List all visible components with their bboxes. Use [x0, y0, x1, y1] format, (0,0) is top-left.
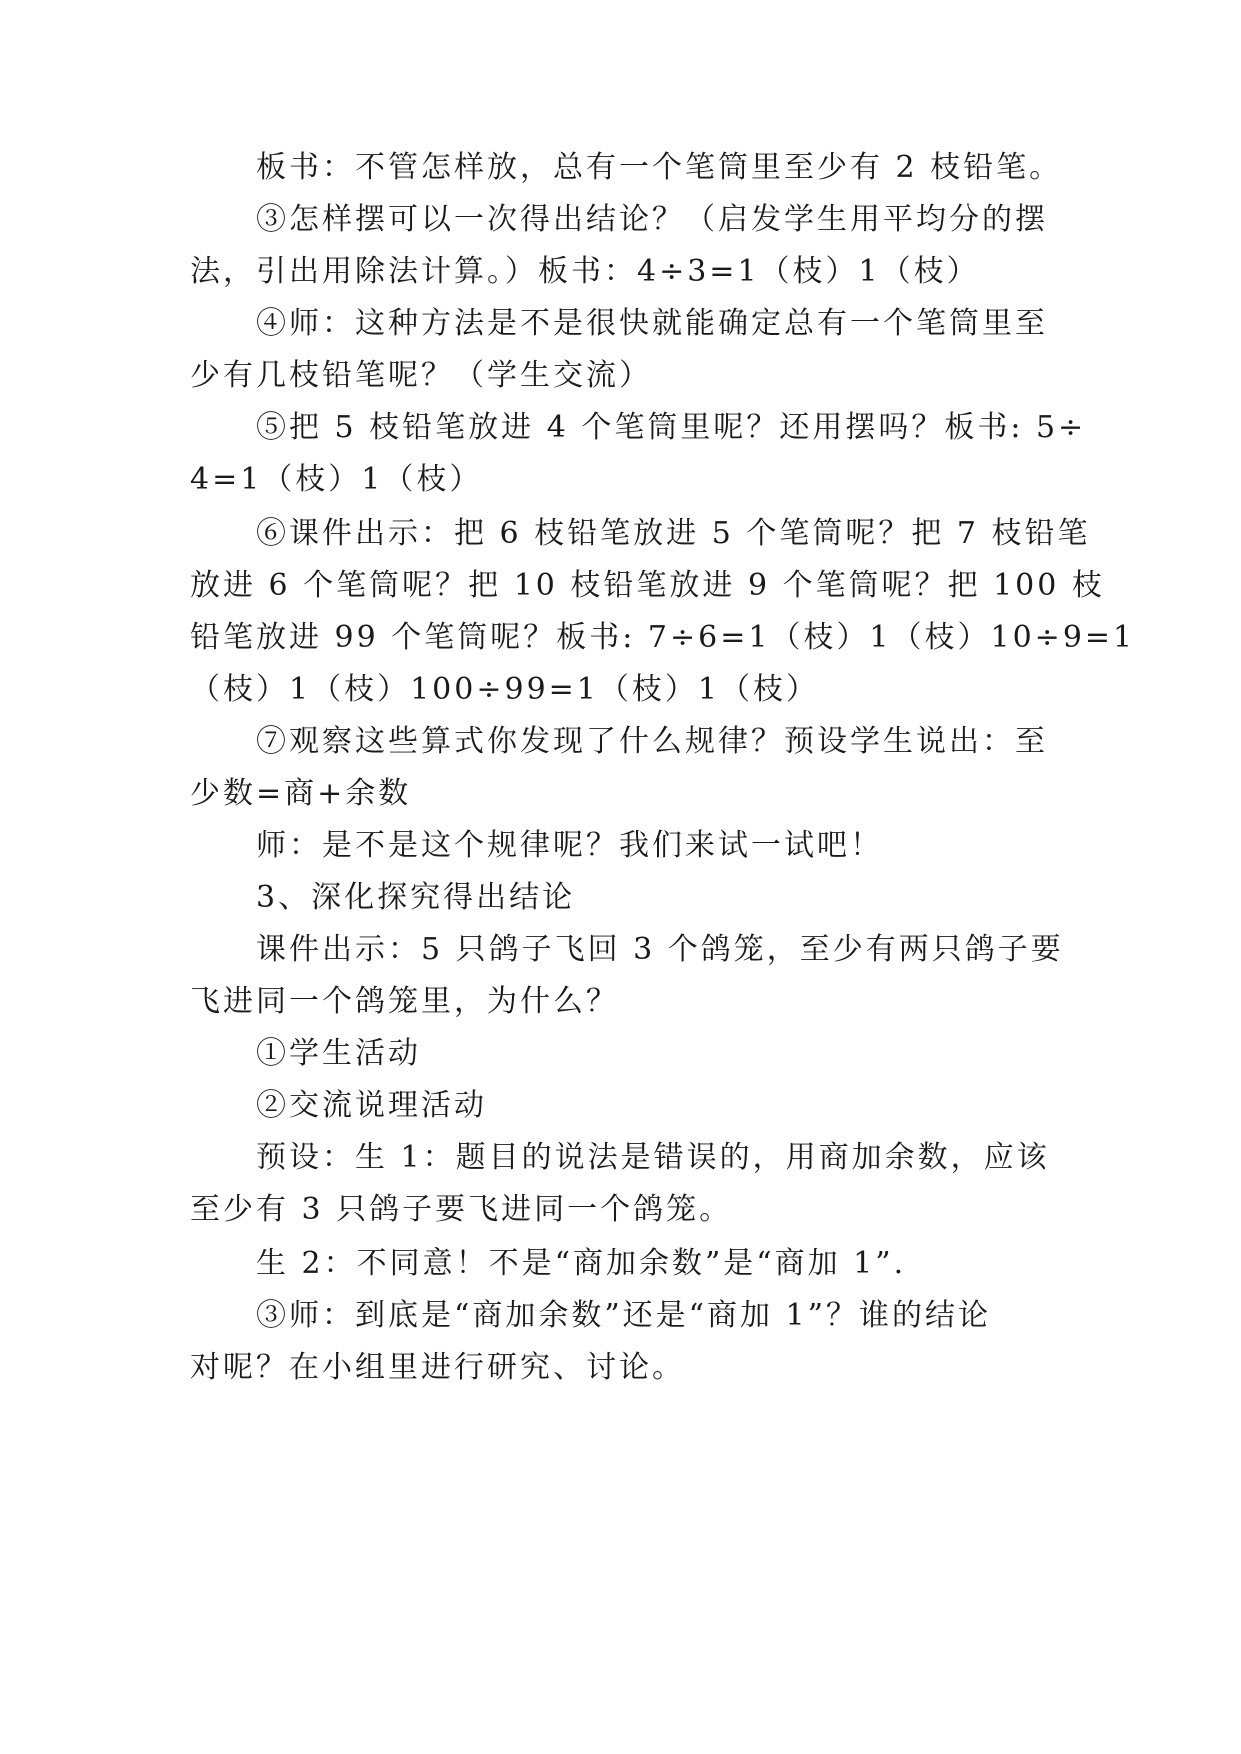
text-line: 飞进同一个鸽笼里，为什么？ — [190, 984, 619, 1019]
text-line: 预设：生 1：题目的说法是错误的，用商加余数，应该 — [256, 1140, 1050, 1175]
text-line: ④师：这种方法是不是很快就能确定总有一个笔筒里至 — [256, 306, 1048, 341]
text-line: 4=1（枝）1（枝） — [190, 462, 483, 497]
text-line: （枝）1（枝）100÷99=1（枝）1（枝） — [190, 672, 819, 707]
text-line: ⑦观察这些算式你发现了什么规律？预设学生说出：至 — [256, 724, 1048, 759]
text-line: 铅笔放进 99 个笔筒呢？板书: 7÷6=1（枝）1（枝）10÷9=1 — [190, 620, 1136, 655]
text-line: 至少有 3 只鸽子要飞进同一个鸽笼。 — [190, 1192, 733, 1227]
text-line: 生 2：不同意！不是“商加余数”是“商加 1”. — [256, 1246, 907, 1281]
text-line: ②交流说理活动 — [256, 1088, 487, 1123]
text-line: 少有几枝铅笔呢？（学生交流） — [190, 358, 652, 393]
text-line: 板书：不管怎样放，总有一个笔筒里至少有 2 枝铅笔。 — [256, 150, 1063, 185]
text-line: ⑤把 5 枝铅笔放进 4 个笔筒里呢？还用摆吗？板书: 5÷ — [256, 410, 1087, 445]
text-line: 课件出示：5 只鸽子飞回 3 个鸽笼，至少有两只鸽子要 — [256, 932, 1064, 967]
text-line: 对呢？在小组里进行研究、讨论。 — [190, 1350, 685, 1385]
text-line: ①学生活动 — [256, 1036, 421, 1071]
text-line: 少数=商+余数 — [190, 776, 412, 811]
text-line: 放进 6 个笔筒呢？把 10 枝铅笔放进 9 个笔筒呢？把 100 枝 — [190, 568, 1105, 603]
text-line: ③师：到底是“商加余数”还是“商加 1”？谁的结论 — [256, 1298, 991, 1333]
text-line: 法，引出用除法计算。）板书：4÷3=1（枝）1（枝） — [190, 254, 980, 289]
text-line: ③怎样摆可以一次得出结论？（启发学生用平均分的摆 — [256, 202, 1048, 237]
text-line: ⑥课件出示：把 6 枝铅笔放进 5 个笔筒呢？把 7 枝铅笔 — [256, 516, 1091, 551]
section-heading: 3、深化探究得出结论 — [256, 880, 576, 915]
text-line: 师：是不是这个规律呢？我们来试一试吧！ — [256, 828, 883, 863]
